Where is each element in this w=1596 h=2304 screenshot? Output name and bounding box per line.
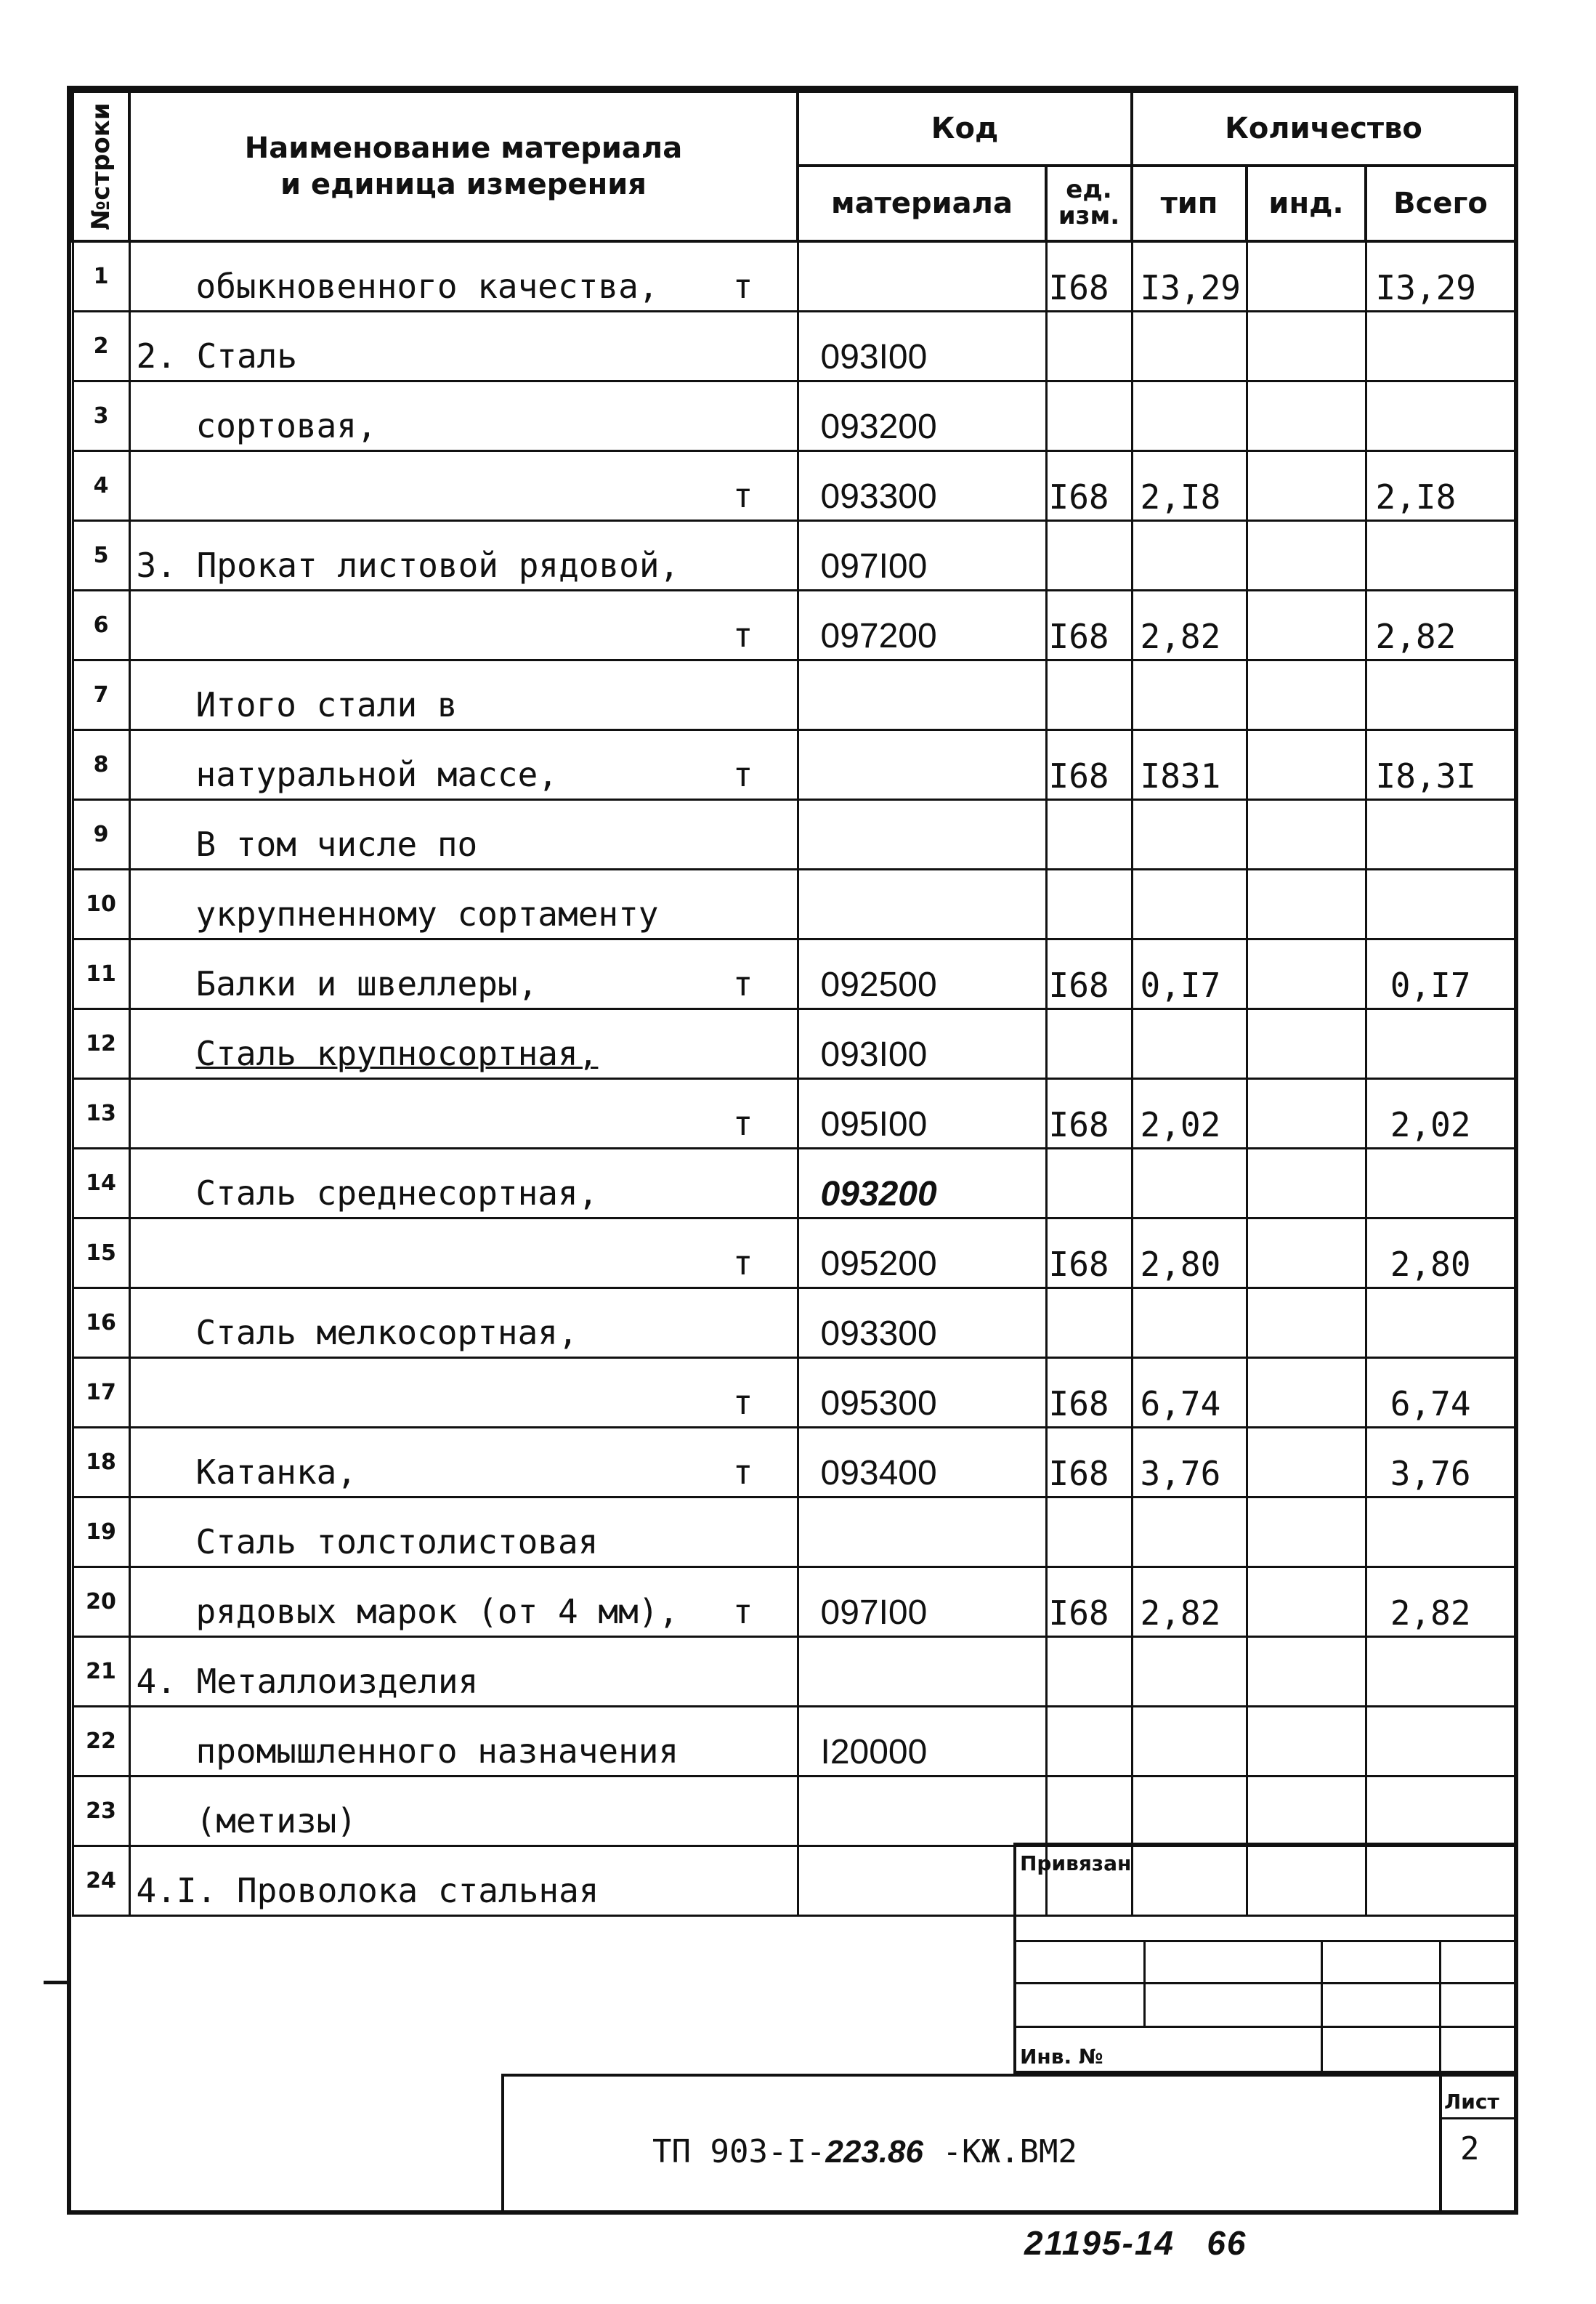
- material-name: [129, 1149, 798, 1218]
- material-name-text: 3. Прокат листовой рядовой,: [136, 546, 680, 585]
- quantity-tip: 2,82: [1132, 591, 1247, 660]
- row-number: 24: [73, 1846, 129, 1916]
- material-code: 095300: [798, 1358, 1046, 1428]
- tip-header: тип: [1132, 166, 1247, 241]
- material-code: [798, 1776, 1046, 1846]
- unit-code: I68: [1046, 451, 1132, 521]
- quantity-ind: [1247, 312, 1366, 381]
- grid-line: [1439, 2117, 1514, 2119]
- measure-unit: т: [732, 476, 753, 515]
- material-name: [129, 1079, 798, 1149]
- unit-code: I68: [1046, 1079, 1132, 1149]
- quantity-tip: [1132, 312, 1247, 381]
- quantity-ind: [1247, 381, 1366, 451]
- quantity-total: [1366, 870, 1515, 939]
- row-number: 15: [73, 1218, 129, 1288]
- row-number: 9: [73, 800, 129, 870]
- quantity-tip: [1132, 1707, 1247, 1776]
- material-code-header: материала: [798, 166, 1046, 241]
- material-name: [129, 1358, 798, 1428]
- measure-unit: т: [732, 1383, 753, 1422]
- unit-code: I68: [1046, 591, 1132, 660]
- row-number: 18: [73, 1428, 129, 1497]
- material-name-text: Сталь толстолистовая: [195, 1522, 599, 1561]
- quantity-total: 2,82: [1366, 1567, 1515, 1637]
- quantity-ind: [1247, 1218, 1366, 1288]
- quantity-total: [1366, 521, 1515, 591]
- quantity-total: 0,I7: [1366, 939, 1515, 1009]
- quantity-ind: [1247, 1567, 1366, 1637]
- quantity-total: [1366, 312, 1515, 381]
- material-name-text: 4. Металлоизделия: [136, 1662, 479, 1701]
- material-name-text: натуральной массе,: [195, 755, 558, 794]
- quantity-tip: I3,29: [1132, 241, 1247, 312]
- row-number: 3: [73, 381, 129, 451]
- grid-line: [1143, 1940, 1146, 2027]
- quantity-tip: 0,I7: [1132, 939, 1247, 1009]
- material-code: 093200: [798, 1149, 1046, 1218]
- material-code: [798, 1637, 1046, 1707]
- row-number: 20: [73, 1567, 129, 1637]
- row-number: 19: [73, 1497, 129, 1567]
- unit-code: [1046, 1637, 1132, 1707]
- header-row-1: [73, 92, 1515, 166]
- table-row: [73, 241, 1515, 312]
- quantity-ind: [1247, 591, 1366, 660]
- table-row: [73, 1428, 1515, 1497]
- material-code: 095I00: [798, 1079, 1046, 1149]
- margin-mark: [44, 1981, 68, 1984]
- quantity-tip: 2,02: [1132, 1079, 1247, 1149]
- row-number: 23: [73, 1776, 129, 1846]
- quantity-total: [1366, 1497, 1515, 1567]
- row-number: 8: [73, 730, 129, 800]
- unit-code: [1046, 1149, 1132, 1218]
- row-number: 12: [73, 1009, 129, 1079]
- material-name: [129, 1009, 798, 1079]
- material-code: 093300: [798, 451, 1046, 521]
- material-code: 095200: [798, 1218, 1046, 1288]
- quantity-ind: [1247, 1497, 1366, 1567]
- table-row: [73, 1637, 1515, 1707]
- measure-unit: т: [732, 1452, 753, 1492]
- code-header: Код: [798, 92, 1132, 166]
- measure-unit: т: [732, 615, 753, 655]
- quantity-total: 2,02: [1366, 1079, 1515, 1149]
- material-code: [798, 1497, 1046, 1567]
- quantity-total: [1366, 1149, 1515, 1218]
- table-row: [73, 1288, 1515, 1358]
- quantity-ind: [1247, 1009, 1366, 1079]
- quantity-tip: [1132, 1288, 1247, 1358]
- material-name-text: укрупненному сортаменту: [195, 894, 659, 934]
- material-name: [129, 1497, 798, 1567]
- materials-table: [71, 90, 1517, 1917]
- unit-code: [1046, 1009, 1132, 1079]
- material-name: [129, 800, 798, 870]
- quantity-tip: [1132, 1497, 1247, 1567]
- row-number: 16: [73, 1288, 129, 1358]
- unit-code: [1046, 800, 1132, 870]
- grid-line: [1321, 1940, 1323, 2074]
- table-row: [73, 1567, 1515, 1637]
- table-row: [73, 1776, 1515, 1846]
- row-number: 6: [73, 591, 129, 660]
- material-name: [129, 312, 798, 381]
- material-name-text: 2. Сталь: [136, 336, 298, 376]
- quantity-tip: [1132, 660, 1247, 730]
- row-number: 13: [73, 1079, 129, 1149]
- drawing-sheet: [67, 86, 1518, 2215]
- measure-unit: т: [732, 964, 753, 1003]
- material-name: [129, 1218, 798, 1288]
- material-name: [129, 1428, 798, 1497]
- quantity-total: [1366, 1288, 1515, 1358]
- quantity-total: 2,80: [1366, 1218, 1515, 1288]
- material-name: [129, 241, 798, 312]
- unit-code: I68: [1046, 1567, 1132, 1637]
- sheet-number: 2: [1460, 2130, 1480, 2167]
- row-number: 10: [73, 870, 129, 939]
- quantity-ind: [1247, 1707, 1366, 1776]
- material-name: [129, 660, 798, 730]
- row-number: 14: [73, 1149, 129, 1218]
- table-row: [73, 381, 1515, 451]
- material-name-text: В том числе по: [195, 825, 478, 864]
- table-row: [73, 1358, 1515, 1428]
- material-code: [798, 1846, 1046, 1916]
- material-code: 097200: [798, 591, 1046, 660]
- quantity-total: [1366, 1009, 1515, 1079]
- table-row: [73, 451, 1515, 521]
- table-row: [73, 939, 1515, 1009]
- unit-code: I68: [1046, 241, 1132, 312]
- row-number: 1: [73, 241, 129, 312]
- total-header: Всего: [1366, 166, 1515, 241]
- row-number: 22: [73, 1707, 129, 1776]
- table-row: [73, 1149, 1515, 1218]
- row-number: 4: [73, 451, 129, 521]
- quantity-tip: 6,74: [1132, 1358, 1247, 1428]
- table-row: [73, 1218, 1515, 1288]
- measure-unit: т: [732, 1243, 753, 1282]
- unit-code: I68: [1046, 1428, 1132, 1497]
- quantity-total: I3,29: [1366, 241, 1515, 312]
- material-name-text: Балки и швеллеры,: [195, 964, 538, 1003]
- quantity-ind: [1247, 1776, 1366, 1846]
- table-row: [73, 1079, 1515, 1149]
- quantity-total: [1366, 1776, 1515, 1846]
- archive-number: 21195-14 66: [1024, 2224, 1247, 2262]
- material-name: [129, 381, 798, 451]
- row-number: 5: [73, 521, 129, 591]
- unit-code: [1046, 660, 1132, 730]
- material-name: [129, 870, 798, 939]
- material-name: [129, 1637, 798, 1707]
- table-row: [73, 1707, 1515, 1776]
- quantity-ind: [1247, 241, 1366, 312]
- grid-line: [1439, 1940, 1441, 2074]
- inv-no-label: Инв. №: [1020, 2045, 1103, 2069]
- quantity-tip: [1132, 800, 1247, 870]
- table-body: [73, 241, 1515, 1916]
- material-code: 093I00: [798, 312, 1046, 381]
- quantity-tip: 2,80: [1132, 1218, 1247, 1288]
- material-name: [129, 521, 798, 591]
- unit-code: [1046, 1707, 1132, 1776]
- table-row: [73, 660, 1515, 730]
- quantity-ind: [1247, 870, 1366, 939]
- material-name-text: Сталь крупносортная,: [195, 1034, 599, 1073]
- quantity-total: [1366, 800, 1515, 870]
- material-name: [129, 1707, 798, 1776]
- document-designation: ТП 903-I-223.86 -КЖ.ВМ2: [652, 2133, 1077, 2170]
- quantity-tip: 3,76: [1132, 1428, 1247, 1497]
- material-code: 093I00: [798, 1009, 1046, 1079]
- quantity-tip: 2,82: [1132, 1567, 1247, 1637]
- material-name-text: Итого стали в: [195, 685, 458, 724]
- material-name-text: обыкновенного качества,: [195, 267, 659, 306]
- table-row: [73, 312, 1515, 381]
- unit-code: [1046, 1776, 1132, 1846]
- quantity-tip: [1132, 1637, 1247, 1707]
- material-name: [129, 1846, 798, 1916]
- material-name: [129, 451, 798, 521]
- quantity-ind: [1247, 730, 1366, 800]
- unit-code: [1046, 870, 1132, 939]
- table-row: [73, 870, 1515, 939]
- row-number: 2: [73, 312, 129, 381]
- quantity-tip: [1132, 381, 1247, 451]
- material-name: [129, 1567, 798, 1637]
- material-code: 093200: [798, 381, 1046, 451]
- table-row: [73, 591, 1515, 660]
- quantity-ind: [1247, 1079, 1366, 1149]
- sheet-label: Лист: [1444, 2090, 1499, 2114]
- unit-code: I68: [1046, 939, 1132, 1009]
- quantity-tip: [1132, 1149, 1247, 1218]
- measure-unit: т: [732, 1592, 753, 1631]
- unit-header: ед. изм.: [1046, 166, 1132, 241]
- row-number: 17: [73, 1358, 129, 1428]
- unit-code: [1046, 381, 1132, 451]
- quantity-tip: 2,I8: [1132, 451, 1247, 521]
- quantity-total: [1366, 381, 1515, 451]
- material-name-text: (метизы): [195, 1801, 357, 1840]
- table-row: [73, 800, 1515, 870]
- material-code: [798, 870, 1046, 939]
- material-name-text: сортовая,: [195, 406, 377, 445]
- unit-code: [1046, 1497, 1132, 1567]
- ind-header: инд.: [1247, 166, 1366, 241]
- table-row: [73, 521, 1515, 591]
- quantity-total: 2,I8: [1366, 451, 1515, 521]
- quantity-tip: [1132, 1776, 1247, 1846]
- material-code: 097I00: [798, 521, 1046, 591]
- material-name-text: Сталь мелкосортная,: [195, 1313, 578, 1352]
- grid-line: [1439, 2074, 1442, 2210]
- quantity-ind: [1247, 1428, 1366, 1497]
- quantity-tip: I831: [1132, 730, 1247, 800]
- material-code: 097I00: [798, 1567, 1046, 1637]
- quantity-ind: [1247, 800, 1366, 870]
- quantity-ind: [1247, 1149, 1366, 1218]
- row-number: 7: [73, 660, 129, 730]
- quantity-total: 2,82: [1366, 591, 1515, 660]
- quantity-ind: [1247, 521, 1366, 591]
- quantity-tip: [1132, 870, 1247, 939]
- row-number-header: №строки: [73, 92, 129, 241]
- quantity-ind: [1247, 451, 1366, 521]
- unit-code: [1046, 521, 1132, 591]
- material-code: [798, 660, 1046, 730]
- unit-code: I68: [1046, 730, 1132, 800]
- material-name-text: рядовых марок (от 4 мм),: [195, 1592, 679, 1631]
- material-name: [129, 939, 798, 1009]
- quantity-ind: [1247, 1288, 1366, 1358]
- measure-unit: т: [732, 1104, 753, 1143]
- material-name-header: Наименование материала и единица измерения: [129, 92, 798, 241]
- measure-unit: т: [732, 755, 753, 794]
- material-code: 093300: [798, 1288, 1046, 1358]
- privyazan-label: Привязан: [1020, 1851, 1132, 1875]
- quantity-total: 3,76: [1366, 1428, 1515, 1497]
- unit-code: [1046, 1288, 1132, 1358]
- quantity-total: 6,74: [1366, 1358, 1515, 1428]
- row-number: 11: [73, 939, 129, 1009]
- table-row: [73, 1009, 1515, 1079]
- material-code: 092500: [798, 939, 1046, 1009]
- quantity-ind: [1247, 660, 1366, 730]
- measure-unit: т: [732, 267, 753, 306]
- unit-code: I68: [1046, 1218, 1132, 1288]
- material-name-text: Катанка,: [195, 1452, 357, 1492]
- quantity-ind: [1247, 939, 1366, 1009]
- quantity-tip: [1132, 521, 1247, 591]
- material-code: 093400: [798, 1428, 1046, 1497]
- quantity-header: Количество: [1132, 92, 1515, 166]
- quantity-ind: [1247, 1637, 1366, 1707]
- quantity-ind: [1247, 1358, 1366, 1428]
- quantity-tip: [1132, 1009, 1247, 1079]
- quantity-total: I8,3I: [1366, 730, 1515, 800]
- quantity-total: [1366, 1637, 1515, 1707]
- material-name-text: Сталь среднесортная,: [195, 1173, 599, 1213]
- table-row: [73, 1497, 1515, 1567]
- material-code: [798, 730, 1046, 800]
- quantity-total: [1366, 1707, 1515, 1776]
- quantity-total: [1366, 660, 1515, 730]
- material-name-text: 4.I. Проволока стальная: [136, 1871, 599, 1910]
- material-name: [129, 1288, 798, 1358]
- unit-code: [1046, 312, 1132, 381]
- material-name-text: промышленного назначения: [195, 1731, 679, 1771]
- material-code: [798, 241, 1046, 312]
- material-code: I20000: [798, 1707, 1046, 1776]
- table-row: [73, 730, 1515, 800]
- material-name: [129, 1776, 798, 1846]
- row-number: 21: [73, 1637, 129, 1707]
- material-name: [129, 730, 798, 800]
- material-code: [798, 800, 1046, 870]
- material-name: [129, 591, 798, 660]
- unit-code: I68: [1046, 1358, 1132, 1428]
